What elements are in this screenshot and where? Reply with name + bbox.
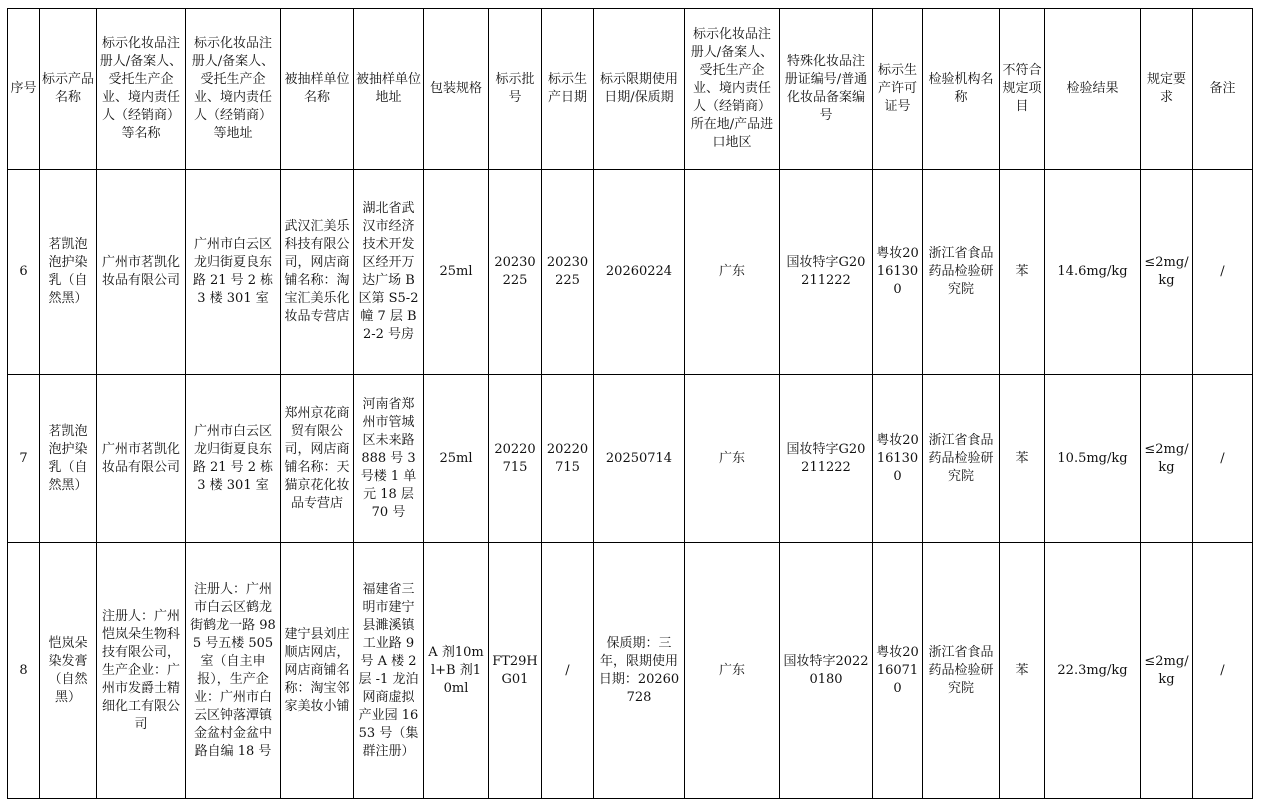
cell-holder-name: 广州市茗凯化妆品有限公司 <box>97 170 186 375</box>
header-cell-expiry: 标示限期使用日期/保质期 <box>594 9 685 170</box>
header-cell-no: 序号 <box>8 9 40 170</box>
cell-region: 广东 <box>685 170 780 375</box>
cell-result: 22.3mg/kg <box>1045 543 1141 799</box>
cell-holder-name: 注册人：广州恺岚朵生物科技有限公司，生产企业：广州市发爵士精细化工有限公司 <box>97 543 186 799</box>
cell-holder-name: 广州市茗凯化妆品有限公司 <box>97 375 186 543</box>
cell-no: 8 <box>8 543 40 799</box>
header-cell-registration: 特殊化妆品注册证编号/普通化妆品备案编号 <box>780 9 873 170</box>
header-cell-lab: 检验机构名称 <box>923 9 1000 170</box>
cell-item: 苯 <box>1000 170 1045 375</box>
header-cell-sampled-address: 被抽样单位地址 <box>354 9 424 170</box>
table-row <box>8 170 1253 375</box>
cell-package: A 剂10ml+B 剂10ml <box>424 543 489 799</box>
header-cell-item: 不符合规定项目 <box>1000 9 1045 170</box>
cell-sampled-unit: 武汉汇美乐科技有限公司，网店商铺名称：淘宝汇美乐化妆品专营店 <box>281 170 354 375</box>
table-header-row <box>8 9 1253 170</box>
cell-batch: FT29HG01 <box>489 543 542 799</box>
header-cell-batch: 标示批号 <box>489 9 542 170</box>
cell-sampled-address: 河南省郑州市管城区未来路 888 号 3 号楼 1 单元 18 层 70 号 <box>354 375 424 543</box>
cell-production-date: 20220715 <box>542 375 594 543</box>
cell-product: 恺岚朵染发膏（自然黑） <box>40 543 97 799</box>
cell-product: 茗凯泡泡护染乳（自然黑） <box>40 375 97 543</box>
header-cell-sampled-unit: 被抽样单位名称 <box>281 9 354 170</box>
cell-lab: 浙江省食品药品检验研究院 <box>923 170 1000 375</box>
cell-product: 茗凯泡泡护染乳（自然黑） <box>40 170 97 375</box>
cell-item: 苯 <box>1000 543 1045 799</box>
cell-sampled-unit: 建宁县刘庄顺店网店，网店商铺名称：淘宝邻家美妆小铺 <box>281 543 354 799</box>
header-cell-product: 标示产品名称 <box>40 9 97 170</box>
cell-region: 广东 <box>685 543 780 799</box>
cell-note: / <box>1193 170 1253 375</box>
cell-expiry: 20250714 <box>594 375 685 543</box>
cell-production-date: / <box>542 543 594 799</box>
cell-requirement: ≤2mg/kg <box>1141 375 1193 543</box>
cell-expiry: 20260224 <box>594 170 685 375</box>
sampling-results-table <box>7 8 1253 799</box>
cell-holder-address: 注册人：广州市白云区鹤龙街鹤龙一路 985 号五楼 505 室（自主申报），生产企业：广州市白云区钟落潭镇金盆村金盆中路自编 18 号 <box>186 543 281 799</box>
header-cell-package: 包装规格 <box>424 9 489 170</box>
header-cell-license: 标示生产许可证号 <box>873 9 923 170</box>
cell-expiry: 保质期：三年，限期使用日期：20260728 <box>594 543 685 799</box>
cell-item: 苯 <box>1000 375 1045 543</box>
cell-batch: 20220715 <box>489 375 542 543</box>
table-row <box>8 375 1253 543</box>
cell-no: 6 <box>8 170 40 375</box>
cell-requirement: ≤2mg/kg <box>1141 170 1193 375</box>
header-cell-region: 标示化妆品注册人/备案人、受托生产企业、境内责任人（经销商）所在地/产品进口地区 <box>685 9 780 170</box>
cell-no: 7 <box>8 375 40 543</box>
header-cell-result: 检验结果 <box>1045 9 1141 170</box>
cell-package: 25ml <box>424 170 489 375</box>
cell-package: 25ml <box>424 375 489 543</box>
cell-lab: 浙江省食品药品检验研究院 <box>923 543 1000 799</box>
table-row <box>8 543 1253 799</box>
header-cell-requirement: 规定要求 <box>1141 9 1193 170</box>
header-cell-production-date: 标示生产日期 <box>542 9 594 170</box>
cell-result: 14.6mg/kg <box>1045 170 1141 375</box>
cell-lab: 浙江省食品药品检验研究院 <box>923 375 1000 543</box>
cell-sampled-address: 福建省三明市建宁县濉溪镇工业路 9 号 A 楼 2 层 -1 龙泊网商虚拟产业园 1653 号（集群注册） <box>354 543 424 799</box>
cell-sampled-address: 湖北省武汉市经济技术开发区经开万达广场 B 区第 S5-2 幢 7 层 B2-2 号房 <box>354 170 424 375</box>
cell-holder-address: 广州市白云区龙归街夏良东路 21 号 2 栋 3 楼 301 室 <box>186 375 281 543</box>
cell-note: / <box>1193 375 1253 543</box>
cell-note: / <box>1193 543 1253 799</box>
cell-batch: 20230225 <box>489 170 542 375</box>
header-cell-holder-address: 标示化妆品注册人/备案人、受托生产企业、境内责任人（经销商）等地址 <box>186 9 281 170</box>
cell-license: 粤妆20161300 <box>873 375 923 543</box>
cell-registration: 国妆特字G20211222 <box>780 170 873 375</box>
cell-registration: 国妆特字G20211222 <box>780 375 873 543</box>
header-cell-holder-name: 标示化妆品注册人/备案人、受托生产企业、境内责任人（经销商）等名称 <box>97 9 186 170</box>
cell-holder-address: 广州市白云区龙归街夏良东路 21 号 2 栋 3 楼 301 室 <box>186 170 281 375</box>
cell-license: 粤妆20160710 <box>873 543 923 799</box>
cell-license: 粤妆20161300 <box>873 170 923 375</box>
cell-requirement: ≤2mg/kg <box>1141 543 1193 799</box>
cell-region: 广东 <box>685 375 780 543</box>
header-cell-note: 备注 <box>1193 9 1253 170</box>
cell-production-date: 20230225 <box>542 170 594 375</box>
cell-sampled-unit: 郑州京花商贸有限公司，网店商铺名称：天猫京花化妆品专营店 <box>281 375 354 543</box>
cell-result: 10.5mg/kg <box>1045 375 1141 543</box>
cell-registration: 国妆特字20220180 <box>780 543 873 799</box>
